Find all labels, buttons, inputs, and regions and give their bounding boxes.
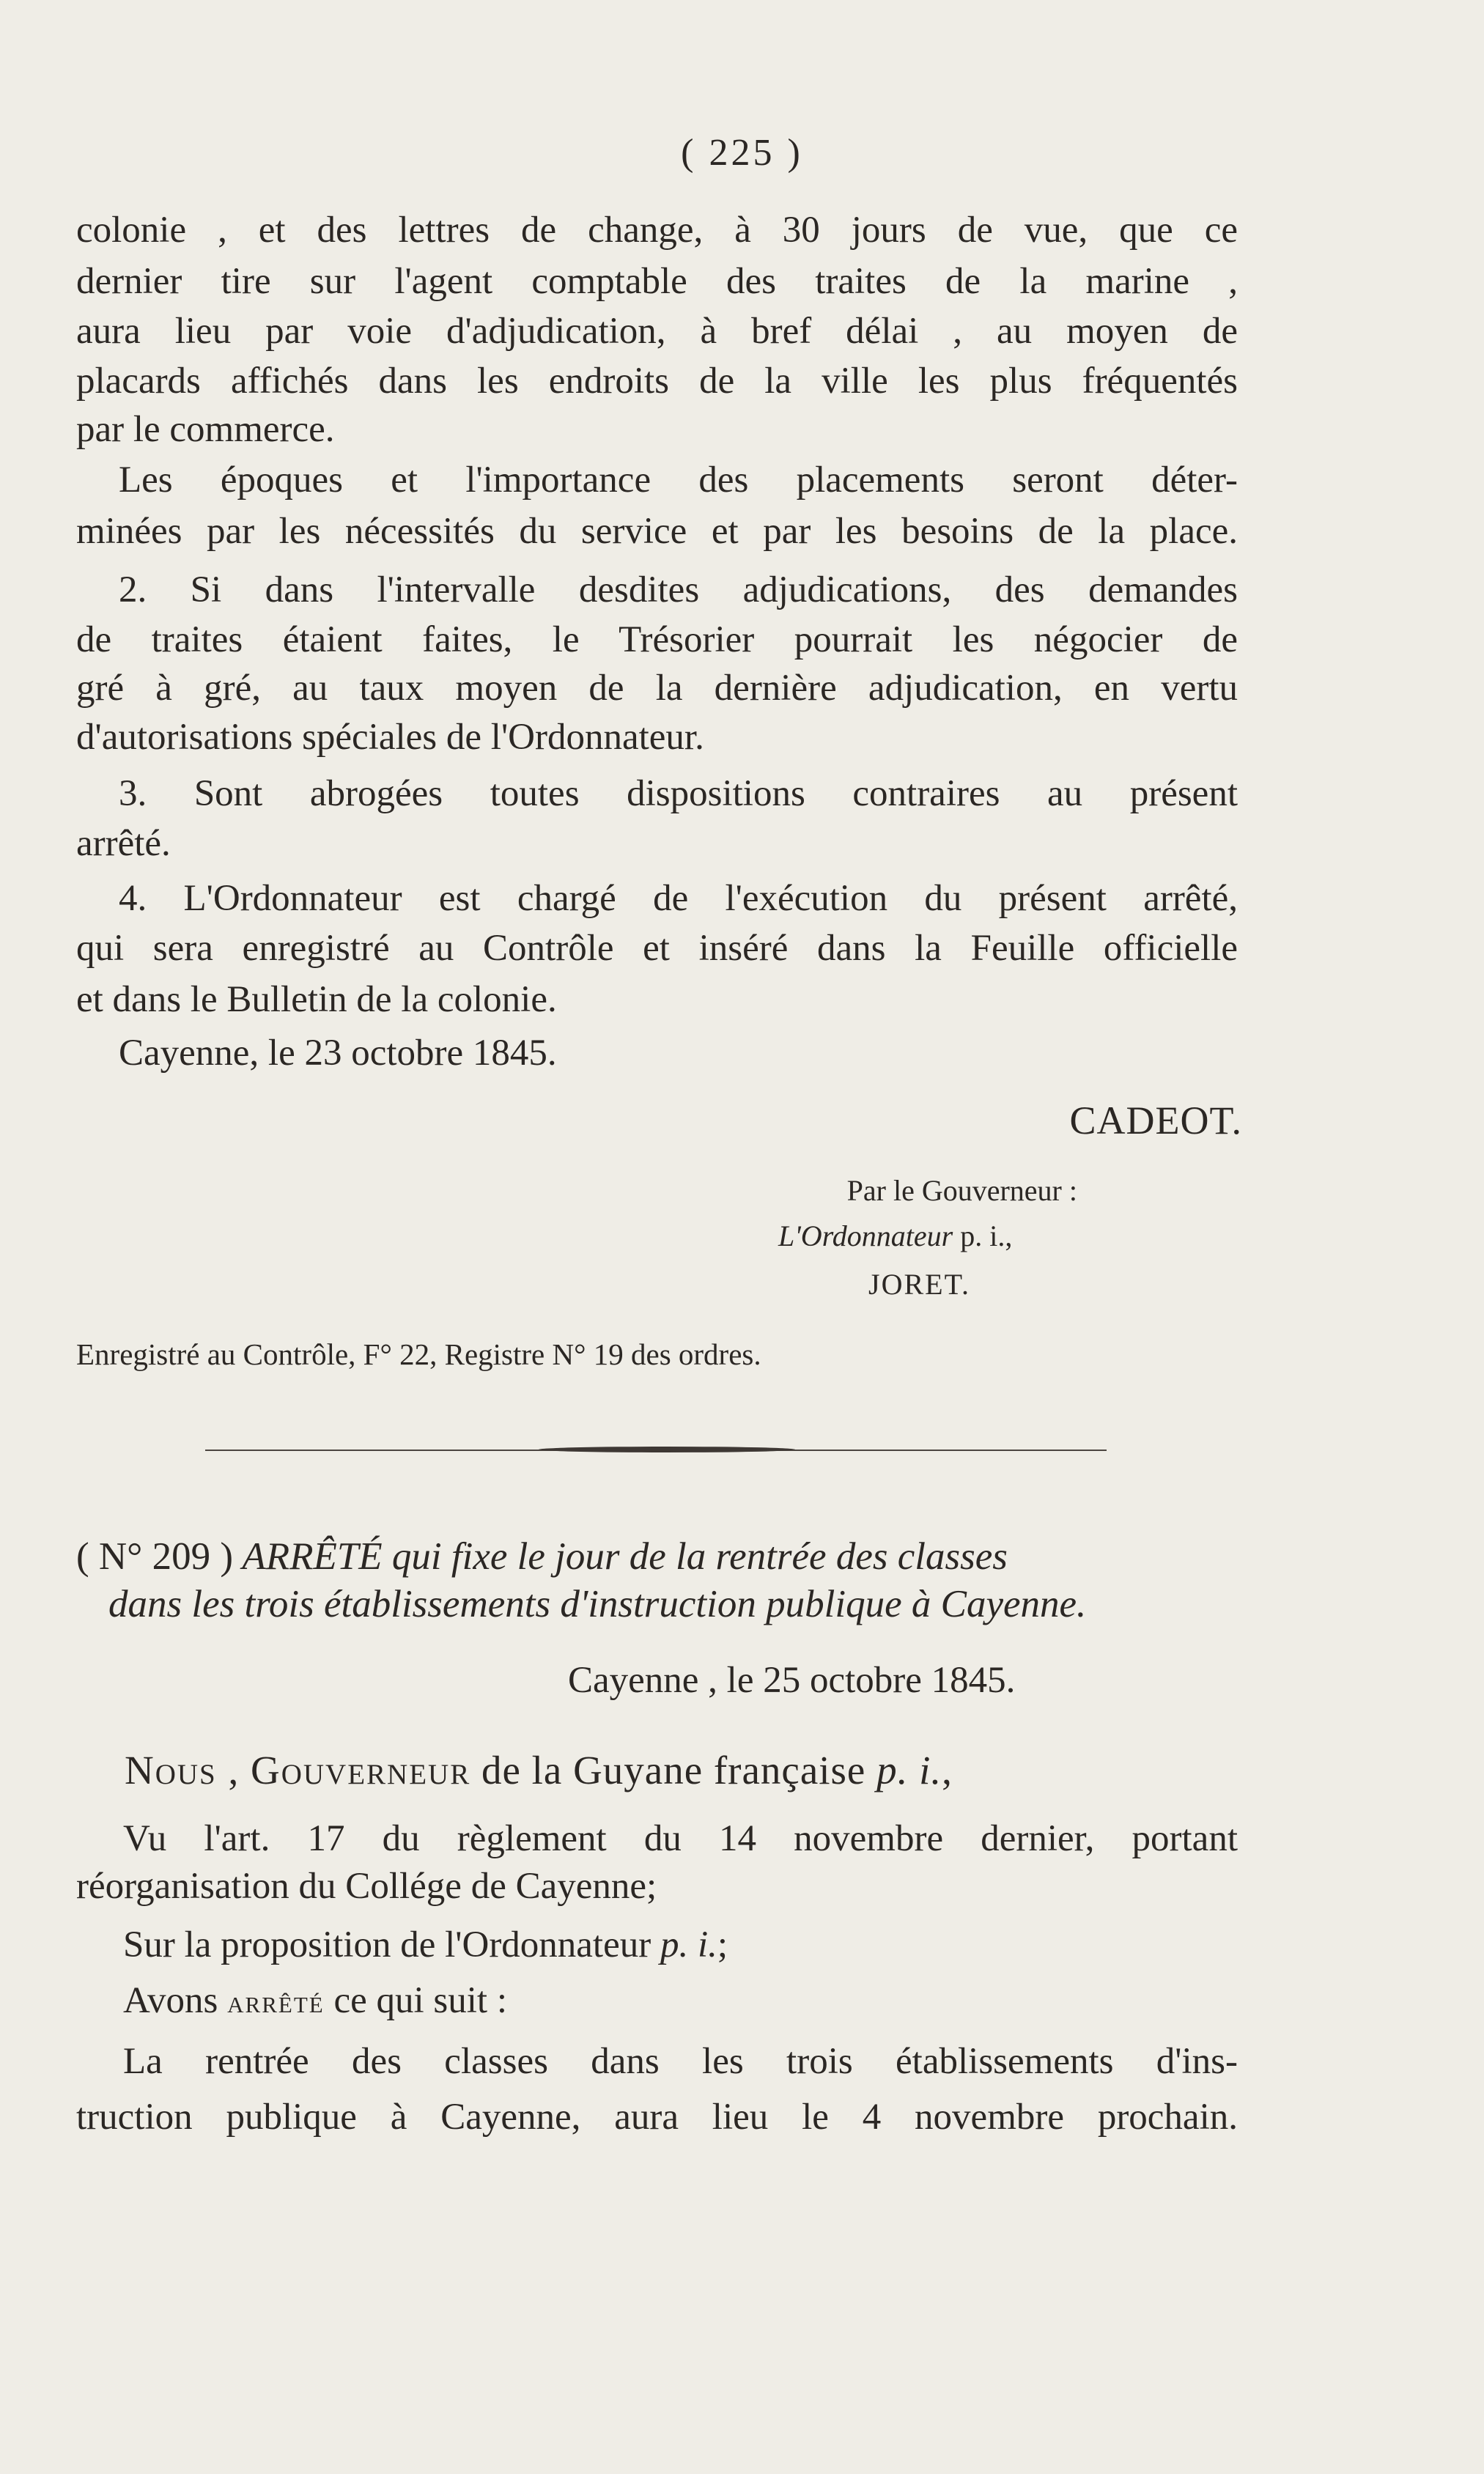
text-line: arrêté.: [76, 823, 171, 864]
registration-note: Enregistré au Contrôle, F° 22, Registre N° 19 des ordres.: [76, 1337, 761, 1371]
text-line: réorganisation du Collége de Cayenne;: [76, 1866, 657, 1907]
page-number: ( 225 ): [681, 132, 803, 174]
decree-title-line: ARRÊTÉ qui fixe le jour de la rentrée des classes: [242, 1535, 1008, 1578]
text-line: qui sera enregistré au Contrôle et inséré dans la Feuille officielle: [76, 928, 1238, 969]
text-line: minées par les nécessités du service et par les besoins de la place.: [76, 511, 1238, 552]
nous-rest: de la Guyane française: [481, 1748, 866, 1792]
decree-date: Cayenne , le 25 octobre 1845.: [568, 1660, 1016, 1701]
decree-heading: [76, 1534, 1238, 1579]
ordonnateur-name: JORET.: [868, 1268, 971, 1301]
signatory-name: CADEOT.: [1069, 1098, 1242, 1142]
text-line: d'autorisations spéciales de l'Ordonnateur.: [76, 717, 704, 758]
section-divider-ornament: [539, 1447, 795, 1452]
nous-title: Gouverneur: [251, 1748, 471, 1792]
avons-word: arrêté: [227, 1984, 325, 2020]
nous-pi: p. i.: [876, 1748, 942, 1792]
text-line: gré à gré, au taux moyen de la dernière adjudication, en vertu: [76, 668, 1238, 709]
ordonnateur-line: [778, 1218, 1012, 1255]
text-line: par le commerce.: [76, 409, 335, 450]
text-line: Vu l'art. 17 du règlement du 14 novembre dernier, portant: [123, 1818, 1238, 1859]
text-line: colonie , et des lettres de change, à 30 jours de vue, que ce: [76, 210, 1238, 251]
nous-end: ,: [942, 1748, 953, 1792]
by-governor: Par le Gouverneur :: [846, 1174, 1077, 1207]
text-line: placards affichés dans les endroits de la ville les plus fréquentés: [76, 361, 1238, 402]
proposition-line: [123, 1922, 1285, 1968]
decree-date: Cayenne, le 23 octobre 1845.: [119, 1033, 557, 1074]
nous-line: [125, 1748, 1224, 1793]
text-line: aura lieu par voie d'adjudication, à bref délai , au moyen de: [76, 311, 1238, 352]
nous-prefix: Nous ,: [125, 1748, 240, 1792]
text-line: truction publique à Cayenne, aura lieu le 4 novembre prochain.: [76, 2097, 1238, 2138]
text-line: de traites étaient faites, le Trésorier pourrait les négocier de: [76, 619, 1238, 660]
proposition-text: Sur la proposition de l'Ordonnateur: [123, 1924, 651, 1965]
text-line: dernier tire sur l'agent comptable des traites de la marine ,: [76, 261, 1238, 302]
avons-prefix: Avons: [123, 1980, 218, 2021]
proposition-end: ;: [717, 1924, 728, 1965]
decree-title-line: dans les trois établissements d'instruction publique à Cayenne.: [108, 1583, 1087, 1625]
text-line: 2. Si dans l'intervalle desdites adjudications, des demandes: [119, 569, 1238, 610]
text-line: Les époques et l'importance des placements seront déter-: [119, 459, 1238, 501]
avons-line: [123, 1978, 1285, 2025]
ordonnateur-suffix: p. i.,: [960, 1219, 1013, 1252]
text-line: 3. Sont abrogées toutes dispositions contraires au présent: [119, 773, 1238, 814]
text-line: 4. L'Ordonnateur est chargé de l'exécution du présent arrêté,: [119, 878, 1238, 919]
ordonnateur-title: L'Ordonnateur: [778, 1219, 953, 1252]
text-line: La rentrée des classes dans les trois établissements d'ins-: [123, 2041, 1238, 2082]
decree-number: ( N° 209 ): [76, 1535, 234, 1578]
text-line: et dans le Bulletin de la colonie.: [76, 979, 557, 1020]
avons-suffix: ce qui suit :: [333, 1980, 508, 2021]
proposition-pi: p. i.: [660, 1924, 717, 1965]
